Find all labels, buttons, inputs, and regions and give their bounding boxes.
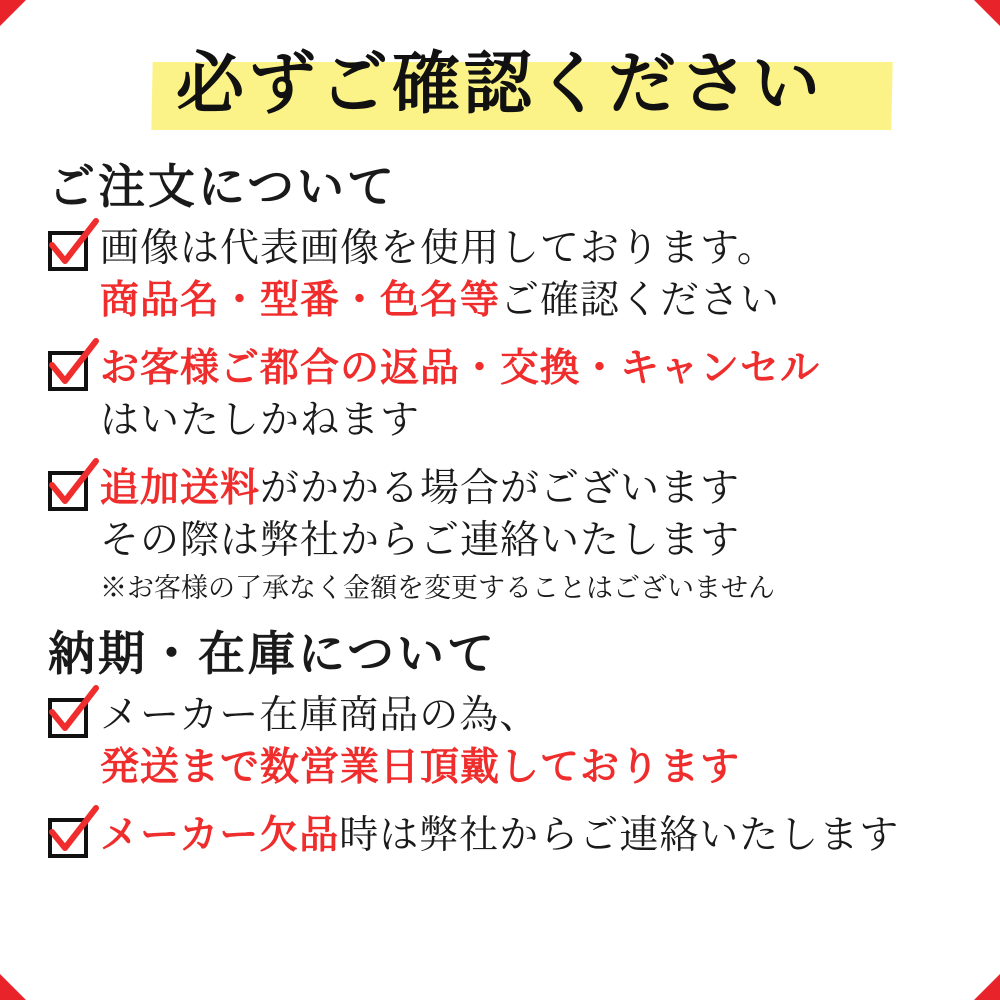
- page-title-block: [40, 34, 960, 142]
- corner-accent-bottom-left: [0, 974, 26, 1000]
- list-item-note: ※お客様の了承なく金額を変更することはございません: [100, 573, 775, 603]
- list-item-line: はいたしかねます: [100, 399, 421, 442]
- list-item: [48, 463, 960, 607]
- list-item-line: 発送まで数営業日頂戴しております: [100, 746, 741, 789]
- corner-accent-top-right: [974, 0, 1000, 26]
- check-icon: [48, 231, 88, 271]
- list-item-line: メーカー在庫商品の為、: [100, 694, 540, 737]
- emphasis-text: メーカー欠品: [100, 814, 340, 857]
- page-title: 必ずご確認ください: [175, 46, 824, 122]
- list-item-line: 画像は代表画像を使用しております。: [100, 227, 777, 270]
- emphasis-text: 商品名・型番・色名等: [100, 279, 501, 322]
- section-heading-orders: ご注文について: [48, 162, 398, 214]
- corner-accent-top-left: [0, 0, 26, 26]
- plain-text: 時は弊社からご連絡いたします: [339, 814, 900, 857]
- list-item-line: [100, 463, 960, 515]
- section-delivery-stock: [40, 617, 960, 862]
- list-item: [48, 690, 960, 794]
- list-item-line: お客様ご都合の返品・交換・キャンセル: [100, 347, 821, 390]
- corner-accent-bottom-right: [974, 974, 1000, 1000]
- plain-text: ご確認ください: [500, 279, 781, 322]
- check-icon: [48, 471, 88, 511]
- list-item: [48, 810, 960, 862]
- list-item-line: [100, 275, 960, 327]
- list-item: [48, 223, 960, 327]
- check-icon: [48, 351, 88, 391]
- check-icon: [48, 698, 88, 738]
- check-icon: [48, 818, 88, 858]
- list-item-line: [100, 810, 960, 862]
- section-heading-delivery-stock: 納期・在庫について: [48, 629, 498, 681]
- section-orders: [40, 150, 960, 607]
- emphasis-text: 追加送料: [100, 467, 261, 510]
- plain-text: がかかる場合がございます: [260, 467, 741, 510]
- list-item: [48, 343, 960, 447]
- list-item-line: その際は弊社からご連絡いたします: [100, 519, 741, 562]
